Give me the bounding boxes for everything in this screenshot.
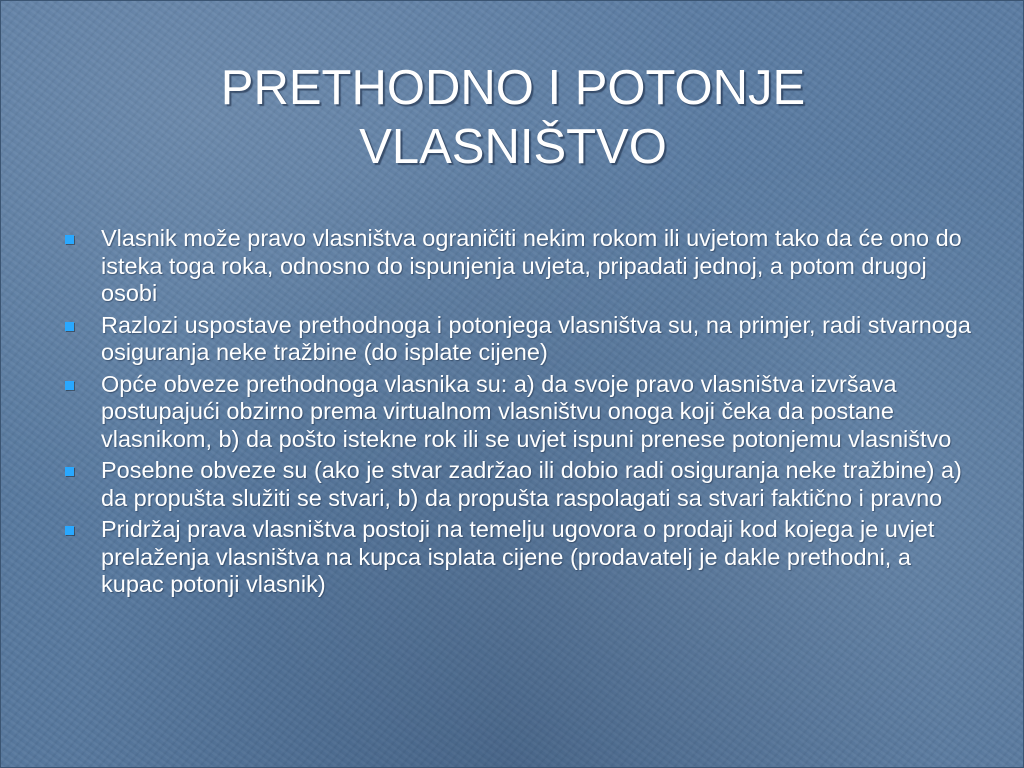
bullet-list: [61, 225, 971, 603]
slide-title-line-1: PRETHODNO I POTONJE: [220, 61, 806, 115]
bullet-text: Vlasnik može pravo vlasništva ograničiti nekim rokom ili uvjetom tako da će ono do isteka toga roka, odnosno do ispunjenja uvjeta, pripadati jednoj, a potom drugoj osobi: [101, 225, 962, 306]
slide-title-line-2: VLASNIŠTVO: [359, 120, 667, 174]
bullet-item: [61, 225, 971, 308]
bullet-item: [61, 457, 971, 512]
square-bullet-icon: [65, 467, 74, 476]
square-bullet-icon: [65, 322, 74, 331]
bullet-text: Posebne obveze su (ako je stvar zadržao ili dobio radi osiguranja neke tražbine) a) da propušta služiti se stvari, b) da propušta raspolagati sa stvari faktično i pravno: [101, 457, 962, 511]
slide-title: [101, 59, 925, 177]
bullet-item: [61, 516, 971, 599]
square-bullet-icon: [65, 381, 74, 390]
bullet-text: Razlozi uspostave prethodnoga i potonjega vlasništva su, na primjer, radi stvarnoga osiguranja neke tražbine (do isplate cijene): [101, 311, 972, 365]
square-bullet-icon: [65, 526, 74, 535]
bullet-text: Opće obveze prethodnoga vlasnika su: a) da svoje pravo vlasništva izvršava postupajući obzirno prema virtualnom vlasništvu onoga koji čeka da postane vlasnikom, b) da pošto istekne rok ili se uvjet ispuni prenese potonjemu vlasništvo: [101, 370, 952, 452]
bullet-item: [61, 312, 971, 367]
bullet-text: Pridržaj prava vlasništva postoji na temelju ugovora o prodaji kod kojega je uvjet prelaženja vlasništva na kupca isplata cijene (prodavatelj je dakle prethodni, a kupac potonji vlasnik): [101, 516, 935, 597]
square-bullet-icon: [65, 235, 74, 244]
bullet-item: [61, 371, 971, 454]
